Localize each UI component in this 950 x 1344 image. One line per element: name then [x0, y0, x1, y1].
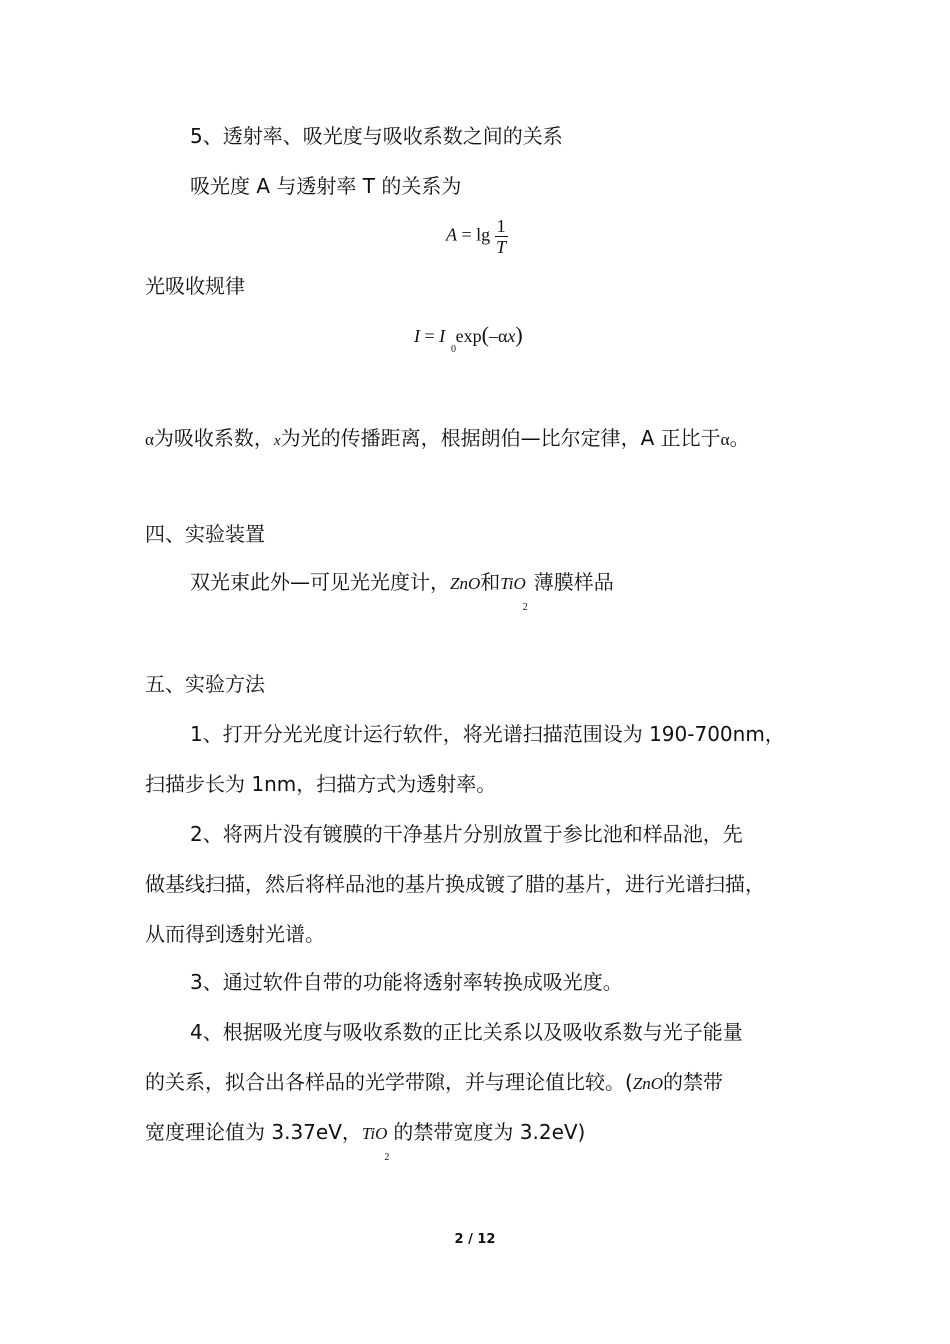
- paragraph-line: 从而得到透射光谱。: [145, 922, 325, 946]
- paragraph-line: 4、根据吸光度与吸收系数的正比关系以及吸收系数与光子能量: [190, 1020, 743, 1044]
- formula-func: lg: [476, 224, 491, 245]
- current-page: 2: [454, 1232, 464, 1247]
- text-run: 为吸收系数，: [153, 426, 274, 450]
- text-run: 双光束此外—可见光光度计，: [190, 570, 450, 594]
- paragraph-line: 做基线扫描，然后将样品池的基片换成镀了腊的基片，进行光谱扫描，: [145, 872, 765, 896]
- inline-formula: ZnO: [632, 1074, 664, 1093]
- section-heading: 五、实验方法: [145, 672, 265, 696]
- formula-paren: ): [515, 322, 523, 347]
- formula-var: I: [439, 326, 446, 346]
- paragraph-line: 光吸收规律: [145, 274, 245, 298]
- paragraph-line: [145, 424, 750, 455]
- text-run: 宽度理论值为 3.37eV，: [145, 1120, 362, 1144]
- paragraph-line: [190, 568, 614, 613]
- fraction-denominator: T: [496, 237, 507, 257]
- text-run: 的禁带宽度为 3.2eV): [393, 1120, 586, 1144]
- formula-op: =: [461, 224, 472, 245]
- text-run: 薄膜样品: [533, 570, 614, 594]
- paragraph-line: [145, 1068, 723, 1098]
- formula-var: α: [497, 326, 508, 346]
- text-run: 。: [729, 426, 750, 450]
- paragraph-line: 3、通过软件自带的功能将透射率转换成吸光度。: [190, 970, 623, 994]
- inline-symbol: α: [720, 430, 730, 449]
- paragraph-line: 2、将两片没有镀膜的干净基片分别放置于参比池和样品池，先: [190, 822, 743, 846]
- paragraph-line: 吸光度 A 与透射率 T 的关系为: [190, 174, 462, 198]
- formula-absorbance: [446, 216, 508, 257]
- formula-subscript: 2: [384, 1152, 390, 1163]
- inline-formula: ZnO: [450, 574, 481, 593]
- formula-op: =: [424, 326, 435, 346]
- section-heading: 四、实验装置: [145, 522, 265, 546]
- text-run: 的关系，拟合出各样品的光学带隙，并与理论值比较。(: [145, 1070, 633, 1094]
- formula-absorption-law: [414, 322, 554, 362]
- fraction-numerator: 1: [496, 216, 506, 236]
- formula-op: –: [488, 326, 498, 346]
- inline-symbol: α: [145, 430, 154, 449]
- formula-fraction: [495, 216, 508, 257]
- formula-var: A: [446, 224, 457, 245]
- total-pages: 12: [477, 1232, 496, 1247]
- page-number: [0, 1232, 950, 1247]
- page-separator: /: [468, 1232, 473, 1247]
- inline-formula: TiO: [500, 574, 526, 593]
- formula-var: I: [414, 326, 420, 346]
- paragraph-line: 1、打开分光光度计运行软件，将光谱扫描范围设为 190-700nm，: [190, 722, 785, 746]
- inline-formula: TiO: [361, 1124, 388, 1143]
- formula-subscript: 0: [451, 344, 456, 355]
- text-run: 为光的传播距离，根据朗伯—比尔定律，A 正比于: [280, 426, 721, 450]
- section-heading: 5、透射率、吸光度与吸收系数之间的关系: [190, 124, 563, 148]
- text-run: 和: [480, 570, 501, 594]
- inline-symbol: x: [273, 433, 281, 449]
- formula-paren: (: [481, 322, 489, 347]
- formula-var: x: [507, 326, 516, 346]
- paragraph-line: 扫描步长为 1nm，扫描方式为透射率。: [145, 772, 497, 796]
- formula-func: exp: [455, 326, 482, 346]
- paragraph-line: [145, 1118, 586, 1163]
- formula-subscript: 2: [522, 602, 528, 613]
- text-run: 的禁带: [663, 1070, 724, 1094]
